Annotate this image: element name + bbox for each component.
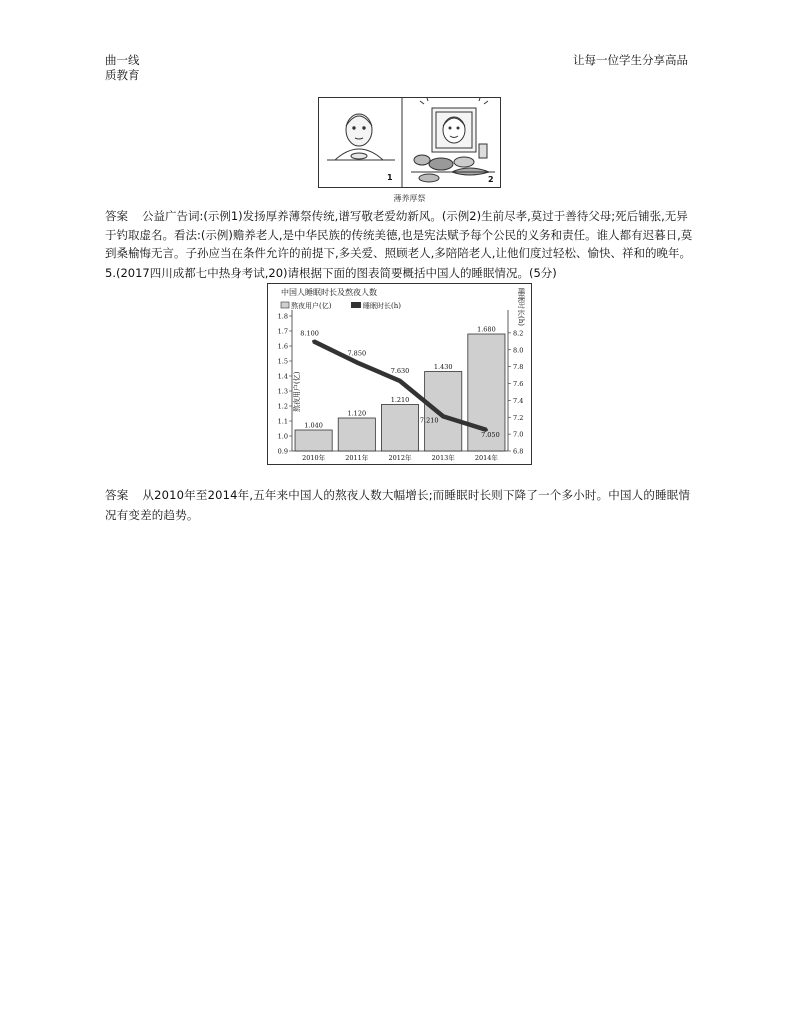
line-point — [399, 379, 402, 382]
answer-1-label: 答案 — [105, 209, 128, 223]
chart-title: 中国人睡眠时长及熬夜人数 — [281, 288, 377, 297]
left-tick-label: 1.5 — [277, 357, 288, 366]
right-tick-label: 7.8 — [513, 363, 524, 372]
x-tick-label: 2010年 — [302, 454, 326, 462]
header-left-text: 曲一线 质教育 — [105, 53, 140, 82]
header-left — [105, 53, 140, 83]
right-tick-label: 8.2 — [513, 329, 524, 338]
bar-value-label: 1.210 — [390, 396, 410, 404]
panel-2-label: 2 — [488, 175, 494, 184]
question-5 — [105, 264, 697, 283]
left-tick-label: 1.4 — [277, 372, 288, 381]
header-right — [573, 53, 688, 68]
right-axis-title: 睡眠时长(h) — [517, 288, 525, 326]
bar-value-label: 1.120 — [347, 409, 367, 418]
line-value-label: 7.050 — [481, 430, 500, 439]
cartoon-image — [318, 97, 501, 188]
sleep-chart — [267, 283, 532, 465]
answer-1-text: 公益广告词:(示例1)发扬厚养薄祭传统,谱写敬老爱幼新风。(示例2)生前尽孝,莫过于善待父母;死后铺张,无异于钓取虚名。看法:(示例)赡养老人,是中华民族的传统美德,也是宪法赋予每个公民的义务和责任。谁人都有迟暮日,莫到桑榆悔无言。子孙应当在条件允许的前提下,多关爱、照顾老人,多陪陪老人,让他们度过轻松、愉快、祥和的晚年。 — [105, 209, 693, 260]
bar-value-label: 1.680 — [477, 325, 496, 334]
left-tick-label: 1.8 — [277, 312, 288, 321]
left-tick-label: 1.3 — [277, 387, 288, 396]
bar-2010年 — [295, 430, 332, 451]
left-tick-label: 1.0 — [277, 432, 288, 441]
left-tick-label: 1.2 — [277, 402, 288, 411]
x-tick-label: 2011年 — [345, 454, 369, 462]
right-tick-label: 8.0 — [513, 346, 524, 355]
header-right-text: 让每一位学生分享高品 — [573, 53, 688, 67]
bar-2013年 — [425, 372, 462, 452]
line-value-label: 7.210 — [419, 416, 439, 425]
bar-value-label: 1.430 — [433, 363, 453, 371]
bar-2012年 — [381, 405, 418, 452]
legend-swatch-bar — [281, 302, 289, 308]
cartoon-caption: 薄养厚祭 — [393, 194, 426, 203]
x-tick-label: 2012年 — [388, 454, 412, 462]
line-point — [355, 361, 358, 364]
legend-label-line: 睡眠时长(h) — [363, 302, 401, 310]
question-5-text: 5.(2017四川成都七中热身考试,20)请根据下面的图表简要概括中国人的睡眠情况。(5分) — [105, 266, 557, 280]
right-tick-label: 6.8 — [513, 447, 524, 456]
answer-2 — [105, 485, 697, 525]
sleep-chart-svg — [268, 284, 531, 464]
legend-swatch-line — [351, 302, 361, 308]
left-tick-label: 0.9 — [277, 447, 288, 456]
panel-1-figure — [327, 114, 395, 160]
panel-1-label: 1 — [387, 173, 393, 182]
panel-2-figure — [411, 98, 495, 182]
right-tick-label: 7.0 — [513, 430, 524, 439]
left-tick-label: 1.7 — [277, 327, 288, 336]
left-tick-label: 1.1 — [277, 417, 288, 426]
bar-value-label: 1.040 — [304, 421, 323, 430]
answer-2-text: 从2010年至2014年,五年来中国人的熬夜人数大幅增长;而睡眠时长则下降了一个多小时。中国人的睡眠情况有变差的趋势。 — [105, 488, 691, 522]
line-point — [442, 415, 445, 418]
x-tick-label: 2014年 — [474, 454, 498, 462]
right-tick-label: 7.2 — [513, 413, 524, 422]
answer-1 — [105, 207, 697, 263]
cartoon-drawing — [319, 98, 500, 187]
line-value-label: 7.630 — [390, 366, 410, 375]
bar-2011年 — [338, 418, 375, 451]
legend-label-bar: 熬夜用户(亿) — [291, 302, 332, 310]
answer-2-label: 答案 — [105, 488, 129, 502]
x-tick-label: 2013年 — [431, 454, 455, 462]
left-tick-label: 1.6 — [277, 342, 288, 351]
line-value-label: 7.850 — [347, 349, 367, 358]
left-axis-title: 熬夜用户(亿) — [293, 371, 301, 412]
line-point — [312, 340, 315, 343]
line-value-label: 8.100 — [300, 329, 319, 338]
right-tick-label: 7.4 — [513, 396, 524, 405]
right-tick-label: 7.6 — [513, 380, 524, 388]
